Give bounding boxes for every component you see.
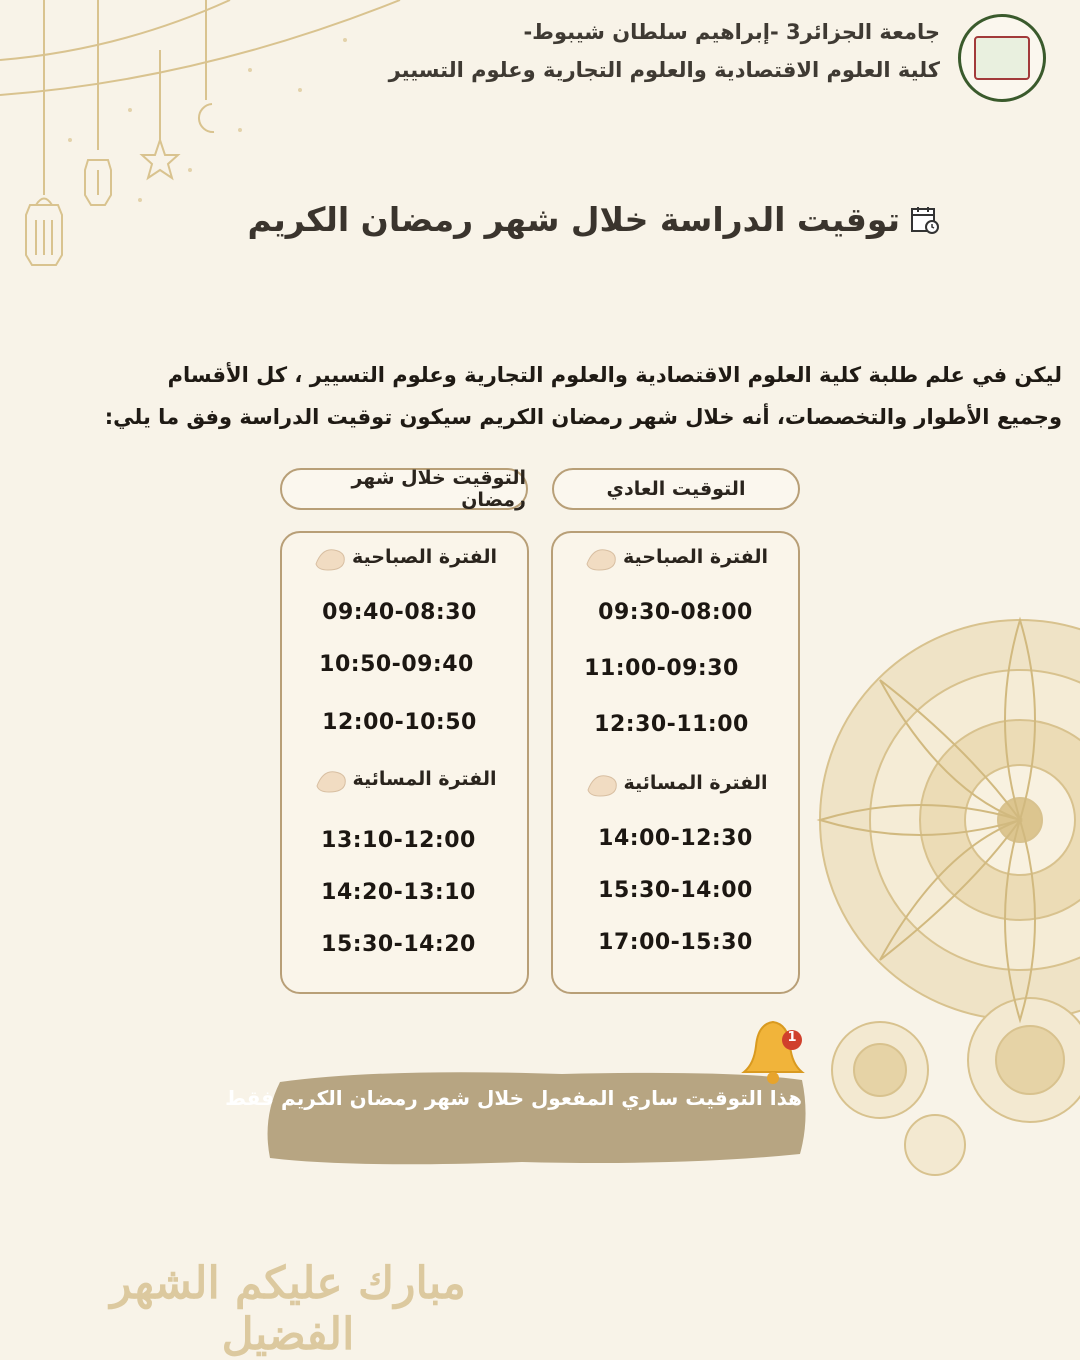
normal-evening-label-row [551,768,800,798]
ramadan-evening-slot: 14:20-13:10 [321,880,476,905]
normal-evening-label: الفترة المسائية [623,772,768,794]
university-name: جامعة الجزائر3 -إبراهيم سلطان شيبوط- [523,20,940,44]
normal-evening-slot: 15:30-14:00 [598,878,753,903]
ramadan-schedule-heading: التوقيت خلال شهر رمضان [280,468,528,510]
ramadan-evening-slot: 13:10-12:00 [321,828,476,853]
normal-morning-slot: 11:00-09:30 [584,656,739,681]
normal-morning-label: الفترة الصباحية [623,546,768,568]
university-logo [958,14,1046,102]
notice-brush-banner [262,1058,810,1170]
ramadan-morning-label-row [280,542,529,572]
ramadan-evening-label-row [280,764,529,794]
ramadan-greeting: مبارك عليكم الشهر الفضيل [110,1258,466,1360]
normal-morning-slot: 09:30-08:00 [598,600,753,625]
normal-morning-label-row [551,542,800,572]
ramadan-morning-label: الفترة الصباحية [352,546,497,568]
mandala-decoration [790,560,1080,1200]
bell-icon [738,1012,808,1092]
calendar-clock-icon [910,205,940,235]
notification-badge: 1 [787,1030,797,1045]
pointing-hand-icon [583,542,619,572]
pointing-hand-icon [584,768,620,798]
notice-text: هذا التوقيت ساري المفعول خلال شهر رمضان الكريم فقط [225,1086,802,1110]
ramadan-morning-slot: 10:50-09:40 [319,652,474,677]
normal-evening-slot: 14:00-12:30 [598,826,753,851]
pointing-hand-icon [312,542,348,572]
ramadan-evening-slot: 15:30-14:20 [321,932,476,957]
logo-emblem [974,36,1030,80]
ramadan-morning-slot: 12:00-10:50 [322,710,477,735]
page-title-row [247,200,940,239]
page-title: توقيت الدراسة خلال شهر رمضان الكريم [247,200,900,239]
intro-paragraph: ليكن في علم طلبة كلية العلوم الاقتصادية والعلوم التجارية وعلوم التسيير ، كل الأقسام وجميع الأطوار والتخصصات، أنه خلال شهر رمضان الكريم سيكون توقيت الدراسة وفق ما يلي: [104,363,1062,429]
normal-evening-slot: 17:00-15:30 [598,930,753,955]
faculty-name: كلية العلوم الاقتصادية والعلوم التجارية وعلوم التسيير [388,58,940,82]
normal-schedule-heading: التوقيت العادي [552,468,800,510]
ramadan-evening-label: الفترة المسائية [352,768,497,790]
ramadan-morning-slot: 09:40-08:30 [322,600,477,625]
normal-morning-slot: 12:30-11:00 [594,712,749,737]
pointing-hand-icon [313,764,349,794]
